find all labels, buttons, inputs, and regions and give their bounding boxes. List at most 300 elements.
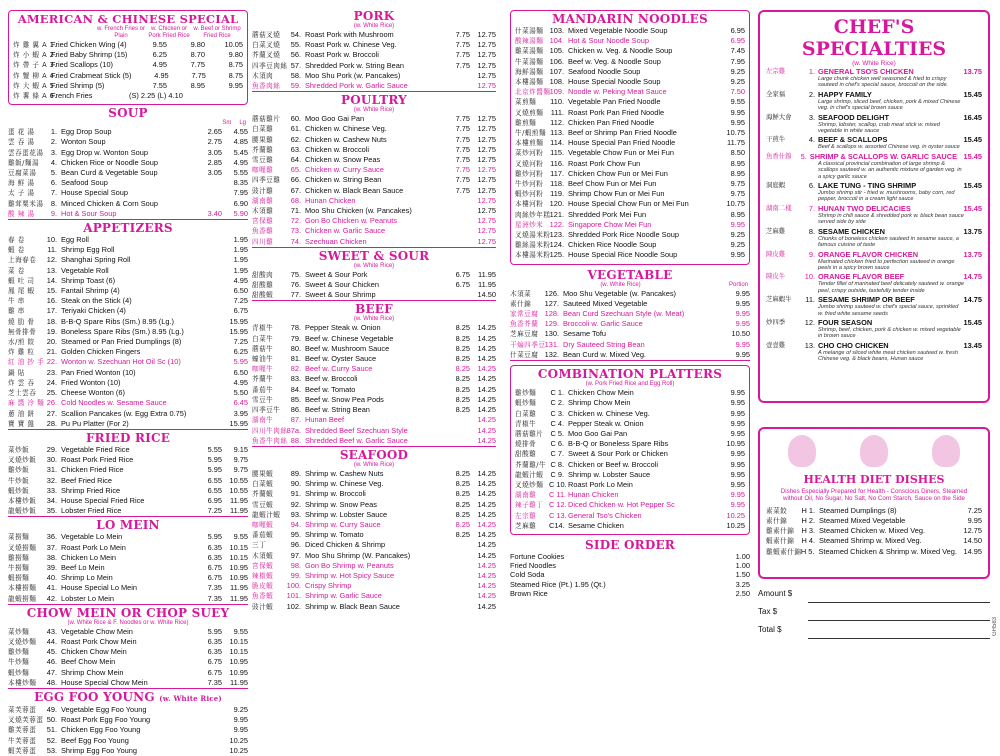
item-chinese-name: 芝麻蝦牛 [766,296,792,304]
item-price-plain: 7.55 [152,80,167,90]
menu-item [252,165,496,175]
item-price: 15.95 [229,316,248,326]
menu-item [8,199,248,209]
item-chinese-name: 菜 卷 [8,266,25,275]
menu-item [252,40,496,50]
item-price: 12.75 [963,526,982,536]
item-chinese-name: 牛芙蓉蛋 [8,736,37,745]
item-name: Chicken Fried Rice [61,465,124,475]
item-number: 74. [290,236,301,246]
menu-item [515,67,745,77]
item-number: 82. [290,364,301,374]
pork-title: PORK [353,9,395,23]
item-chinese-name: 雪豆牛 [252,395,274,404]
item-number: 41. [46,583,57,593]
total-label: Total $ [758,625,782,634]
item-price: 14.25 [477,425,496,435]
item-name: Sweet & Sour Pork or Chicken [568,449,668,459]
item-chinese-name: 炸 小 蝦 A 2. [13,51,57,60]
item-number: 58. [290,70,301,80]
chow-mein-section [8,607,248,689]
total-field[interactable] [808,626,990,639]
menu-item [8,378,248,388]
seafood-note [252,462,496,469]
item-chinese-name: 洞庭蝦 [766,182,786,190]
item-price-small: 6.35 [207,552,222,562]
item-chinese-name: 什菜湯麵 [515,27,544,35]
item-price: 11.95 [230,583,248,593]
combo-list [515,388,745,531]
menu-item [252,186,496,196]
item-number: 111. [550,107,564,117]
item-number: 59. [290,81,301,91]
beef-note-text: (w. White Rice) [353,316,395,323]
chef-item [766,181,982,190]
item-chinese-name: 干煎牛 [766,136,786,144]
item-number: 121. [549,209,564,219]
column-left [8,10,248,755]
item-number: 24. [46,377,57,387]
item-price: 12.75 [477,60,496,70]
item-name: Shrimp Egg Foo Young [61,745,138,755]
item-name: Chicken w. Cashew Nuts [305,134,387,144]
menu-item [510,329,750,339]
item-chinese-name: 雪豆雞 [252,156,274,165]
item-price: 9.75 [233,455,248,465]
item-number: 63. [290,144,301,154]
item-chinese-name: 菜炒河粉 [515,149,544,158]
item-number: C 4. [550,418,564,428]
item-name: SESAME CHICKEN [818,226,885,236]
item-price-small: 7.75 [455,155,470,165]
menu-item [8,188,248,198]
item-price: 9.55 [233,532,248,542]
item-price: 13.75 [963,67,982,76]
item-price: 11.95 [230,495,248,505]
item-description: Tender fillet of marinated beef delicately sauteed w. orange peel, crispy outside, tastefully tender inside [818,281,964,294]
item-price: 15.45 [963,317,982,327]
item-number: 99. [290,570,301,580]
health-list [766,506,982,557]
item-price: 10.25 [229,735,248,745]
menu-item [252,426,496,436]
menu-item [8,705,248,715]
item-price: 13.45 [963,340,982,350]
item-price: 10.95 [229,667,248,677]
item-chinese-name: 北京炸醬麵 [515,88,551,97]
item-number: C 6. [550,439,564,449]
item-price-small: 7.75 [455,60,470,70]
poultry-note-text: (w. White Rice) [353,107,395,114]
item-number: 7. [808,203,815,213]
item-chinese-name: 蝦炒麵 [8,668,30,677]
item-chinese-name: 家常豆腐 [510,310,539,319]
item-chinese-name: 陳皮雞 [766,250,786,258]
item-number: 19. [46,326,57,336]
item-chinese-name: 蘑菇雞片 [515,429,544,438]
menu-item [8,465,248,475]
menu-item [13,91,243,101]
amount-row [758,585,990,603]
menu-item [515,159,745,169]
item-chinese-name: 叉燒炒麵 [515,480,544,489]
item-chinese-name: 左宗雞 [766,68,786,75]
item-name: Vegetable Roll [61,265,109,275]
item-price: 9.95 [730,117,745,127]
item-price-small: 5.55 [207,444,222,454]
menu-item [515,511,745,521]
item-chinese-name: 白菜雞 [515,409,537,418]
menu-item [252,405,496,415]
item-price: 9.55 [233,626,248,636]
item-price: 11.95 [230,506,248,516]
item-price-small: 8.25 [455,499,470,509]
chef-list [766,67,982,363]
item-name: Singapore Chow Mei Fun [568,219,652,229]
item-price-plain: 6.25 [152,50,167,60]
item-price: 7.95 [233,188,248,198]
item-chinese-name: 叉燒芙蓉蛋 [8,716,44,725]
item-name: Hunan Chicken [305,195,356,205]
item-chinese-name: 水/煎 餃 [8,338,35,347]
item-number: 76. [290,280,301,290]
menu-item [252,323,496,333]
item-number: 2. [808,89,815,99]
item-price: 1.95 [233,235,248,245]
item-price: 14.50 [963,536,982,546]
item-number: 75. [290,269,301,279]
item-price: 14.25 [477,530,496,540]
menu-item [8,647,248,657]
menu-item [252,500,496,510]
item-chinese-name: 牛炒飯 [8,476,30,485]
item-number: 39. [46,562,57,572]
menu-item [515,449,745,459]
item-chinese-name: 紅 油 抄 手 [8,358,45,367]
item-name: Cold Soda [510,570,545,580]
item-number: C14. [549,520,565,530]
combo-title: COMBINATION PLATTERS [537,367,723,382]
print-code: GH583 [992,616,998,636]
item-price-beef-shrimp: 8.75 [228,60,243,70]
item-number: 68. [290,195,301,205]
item-price: 7.25 [967,505,982,515]
poultry-title: POULTRY [341,93,407,108]
item-price-chicken-pork: 7.75 [190,60,205,70]
item-chinese-name: 腰果蝦 [252,469,274,478]
menu-item [8,337,248,347]
item-name: Shanghai Spring Roll [61,255,131,265]
item-chinese-name: 本樓湯麵 [515,78,544,87]
item-number: C 10. [549,479,567,489]
item-name: House Special Chow Fun or Mei Fun [568,199,689,209]
menu-item [515,409,745,419]
item-price: 10.15 [229,542,248,552]
item-chinese-name: 牛撈麵 [8,563,30,572]
item-price: 12.75 [477,165,496,175]
menu-item [515,108,745,118]
menu-item [515,388,745,398]
item-price: 14.25 [477,323,496,333]
chef-item [766,204,982,213]
item-chinese-name: 雞菜湯麵 [515,47,544,56]
menu-item [8,245,248,255]
item-number: 109. [549,87,564,97]
item-name: Beef w. Veg. & Noodle Soup [568,56,661,66]
item-name: BEEF & SCALLOPS [818,135,888,145]
item-number: 37. [46,542,57,552]
item-number: 11. [47,245,57,255]
item-chinese-name: 白菜叉燒 [252,41,281,50]
item-number: 21. [46,347,57,357]
item-price: 10.75 [726,128,745,138]
menu-item [8,388,248,398]
menu-item [252,344,496,354]
item-chinese-name: 炸 雲 吞 [8,378,35,387]
mandarin-title: MANDARIN NOODLES [552,12,708,26]
item-chinese-name: 四季豆雞 [252,176,281,185]
item-description: Shrimp, lobster, scallop, crab meat stick w. mixed vegetable in white sauce [818,121,940,135]
menu-item [8,347,248,357]
menu-item [252,226,496,236]
item-number: 10. [804,272,815,282]
chef-note: (w. White Rice) [852,60,896,67]
dancer-icon [788,435,816,467]
item-number: 120. [549,199,564,209]
item-price-chicken-pork: 9.80 [190,40,205,49]
item-number: 23. [46,367,57,377]
item-name: Shrimp w. Garlic Sauce [305,591,382,601]
item-number: 118. [550,179,564,189]
menu-item [252,469,496,479]
menu-item [252,374,496,384]
item-name: Shredded Pork w. String Bean [305,60,405,70]
item-name: Fried Wonton (10) [61,377,121,387]
menu-item [515,97,745,107]
item-price: 4.95 [233,377,248,387]
item-name: Fried Baby Shrimp (15) [51,50,128,60]
item-price-plain: 9.55 [152,40,167,49]
item-chinese-name: 咖喱蝦 [252,520,274,529]
item-name: Steamed Chicken w. Mixed Veg. [819,526,925,536]
item-chinese-name: 炸 蟹 柳 A 4. [13,71,57,80]
vegetable-title: VEGETABLE [587,267,673,282]
item-price: 1.00 [735,561,750,571]
item-chinese-name: 芥蘭牛 [252,375,274,384]
item-chinese-name: 星洲炒米 [515,220,544,229]
item-price: 12.75 [477,50,496,60]
item-price-small: 7.35 [207,677,222,687]
health-title: HEALTH DIET DISHES [803,473,945,486]
item-name: Cold Noodles w. Sesame Sauce [61,398,167,408]
item-name: House Special Lo Mein [61,583,138,593]
total-row [758,621,990,639]
item-name: Shredded Pork Mei Fun [568,209,647,219]
item-number: 106. [549,56,564,66]
item-chinese-name: 雞撈麵 [8,553,30,562]
appetizers-section [8,222,248,430]
item-name: Shrimp Chow Fun or Mei Fun [568,189,665,199]
menu-item [8,715,248,725]
item-number: 112. [550,117,564,127]
tax-field[interactable] [808,608,990,621]
item-number: 93. [290,509,301,519]
item-price: 14.25 [477,354,496,364]
soup-list [8,127,248,220]
item-number: 131. [544,339,559,349]
poultry-note [252,107,496,114]
item-name: Chicken w. Garlic Sauce [305,226,386,236]
item-number: 48. [46,677,57,687]
item-price: 14.95 [963,546,982,556]
item-number: 64. [290,155,301,165]
item-name: Beef w. Oyster Sauce [305,354,377,364]
item-number: 108. [549,77,564,87]
item-chinese-name: 木須雞 [252,207,274,216]
menu-item [252,602,496,612]
item-price: 8.95 [730,168,745,178]
item-name: GENERAL TSO'S CHICKEN [818,67,914,76]
item-chinese-name: 蝦撈麵 [8,574,30,583]
item-number: 128. [544,309,559,319]
menu-item [252,237,496,247]
item-number: 84. [290,384,301,394]
amount-field[interactable] [808,590,990,603]
menu-item [510,319,750,329]
menu-item [252,334,496,344]
menu-item [8,127,248,137]
item-number: 44. [46,636,57,646]
item-price-small: 8.25 [455,333,470,343]
egg-foo-young-title [8,691,248,705]
item-number: 95. [290,530,301,540]
menu-item [515,419,745,429]
item-number: 12. [804,317,815,327]
item-price-plain: (S) 2.25 (L) 4.10 [129,91,183,101]
american-chinese-special [8,10,248,105]
egg-foo-young-note: (w. White Rice) [159,693,222,703]
egg-foo-young-list [8,705,248,756]
menu-item [8,553,248,563]
item-price-small: 5.95 [207,626,222,636]
item-chinese-name: 壹壹雞 [766,341,786,349]
menu-item [252,571,496,581]
menu-item [515,77,745,87]
item-price-small: 8.25 [455,323,470,333]
item-price-small: 8.25 [455,530,470,540]
item-price: 10.15 [229,647,248,657]
item-name: Beef Egg Foo Young [61,735,129,745]
item-name: Chicken w. Veg. & Noodle Soup [568,46,673,56]
item-number: 46. [46,657,57,667]
item-chinese-name: 白菜蝦 [252,480,274,489]
item-chinese-name: 木須蝦 [252,551,274,560]
pork-note [252,23,496,30]
item-chinese-name: 蛋 花 湯 [8,128,35,137]
item-price: 14.25 [477,479,496,489]
lo-mein-title: LO MEIN [96,518,160,533]
item-price: 9.95 [735,349,750,359]
item-name: Chicken Chow Fun or Mei Fun [568,168,668,178]
item-price: 10.55 [229,485,248,495]
item-price: 9.95 [735,339,750,349]
item-price-beef-shrimp: 10.05 [224,40,243,49]
item-price: 9.95 [730,219,745,229]
item-chinese-name: 蝦 卷 [8,246,25,255]
item-name: Sauteed Mixed Vegetable [563,298,648,308]
item-price: 14.75 [963,295,982,305]
item-name: Shrimp Chow Mein [61,667,124,677]
item-chinese-name: 雲 吞 湯 [8,138,35,147]
item-number: 96. [290,540,301,550]
item-number: C 1. [550,388,564,398]
item-chinese-name: 白菜牛 [252,334,274,343]
item-chinese-name: 叉燒湯米粉 [515,231,551,240]
menu-item [252,436,496,446]
item-name: Fried Shrimp (5) [51,80,105,90]
item-price: 12.75 [477,195,496,205]
item-chinese-name: 鳳 尾 蝦 [8,287,35,296]
menu-item [252,530,496,540]
item-price: 12.75 [477,236,496,246]
item-price: 1.95 [233,245,248,255]
beef-note [252,316,496,323]
chow-mein-title: CHOW MEIN OR CHOP SUEY [26,605,230,620]
item-number: 33. [46,485,57,495]
item-chinese-name: 叉燒煎麵 [515,108,544,117]
item-name: Chicken Lo Mein [61,552,117,562]
menu-item [252,270,496,280]
item-description: Chunks of boneless chicken sauteed in sesame sauce, a famous cuisine of taste [818,235,959,249]
item-price-small: 7.35 [207,583,222,593]
item-name: Shrimp w. Lobster Sauce [305,509,388,519]
item-price-small: 6.75 [455,280,470,290]
item-description: A melange of sliced white meat chicken sauteed w. fresh Chinese veg. & black beans, Hunan sauce [818,349,959,363]
item-chinese-name: 寶 寶 盤 [8,419,35,428]
column-center-left [252,10,496,650]
menu-item [8,627,248,637]
item-number: 78. [290,323,301,333]
item-chinese-name: 蘑菇牛 [252,344,274,353]
item-number: 101. [286,591,301,601]
menu-item [8,368,248,378]
item-name: Roast Pork Pan Fried Noodle [568,107,665,117]
item-chinese-name: 木須菜 [510,289,532,298]
beef-title: BEEF [355,302,393,317]
item-description: Shrimp, beef, chicken, pork & chicken w. mixed vegetable in brown sauce [818,326,961,340]
item-price: 11.95 [230,593,248,603]
item-number: 103. [549,26,564,35]
item-name: House Special Noodle Soup [568,77,661,87]
item-number: 55. [290,40,301,50]
menu-item [13,71,243,81]
item-number: 1. [50,127,57,137]
item-price: 14.25 [477,540,496,550]
item-name: Shrimp w. Hot Spicy Sauce [305,570,395,580]
menu-item [252,415,496,425]
chef-specialties-section [758,10,990,403]
item-price: 16.45 [963,112,982,122]
menu-item [515,521,745,531]
item-number: 110. [550,97,564,107]
item-chinese-name: 芥蘭叉燒 [252,51,281,60]
item-name: Diced Chicken & Shrimp [305,540,386,550]
item-price: 12.75 [477,124,496,134]
american-list [13,40,243,101]
item-price: 9.95 [735,288,750,298]
menu-item [8,668,248,678]
item-price: 14.75 [963,272,982,282]
